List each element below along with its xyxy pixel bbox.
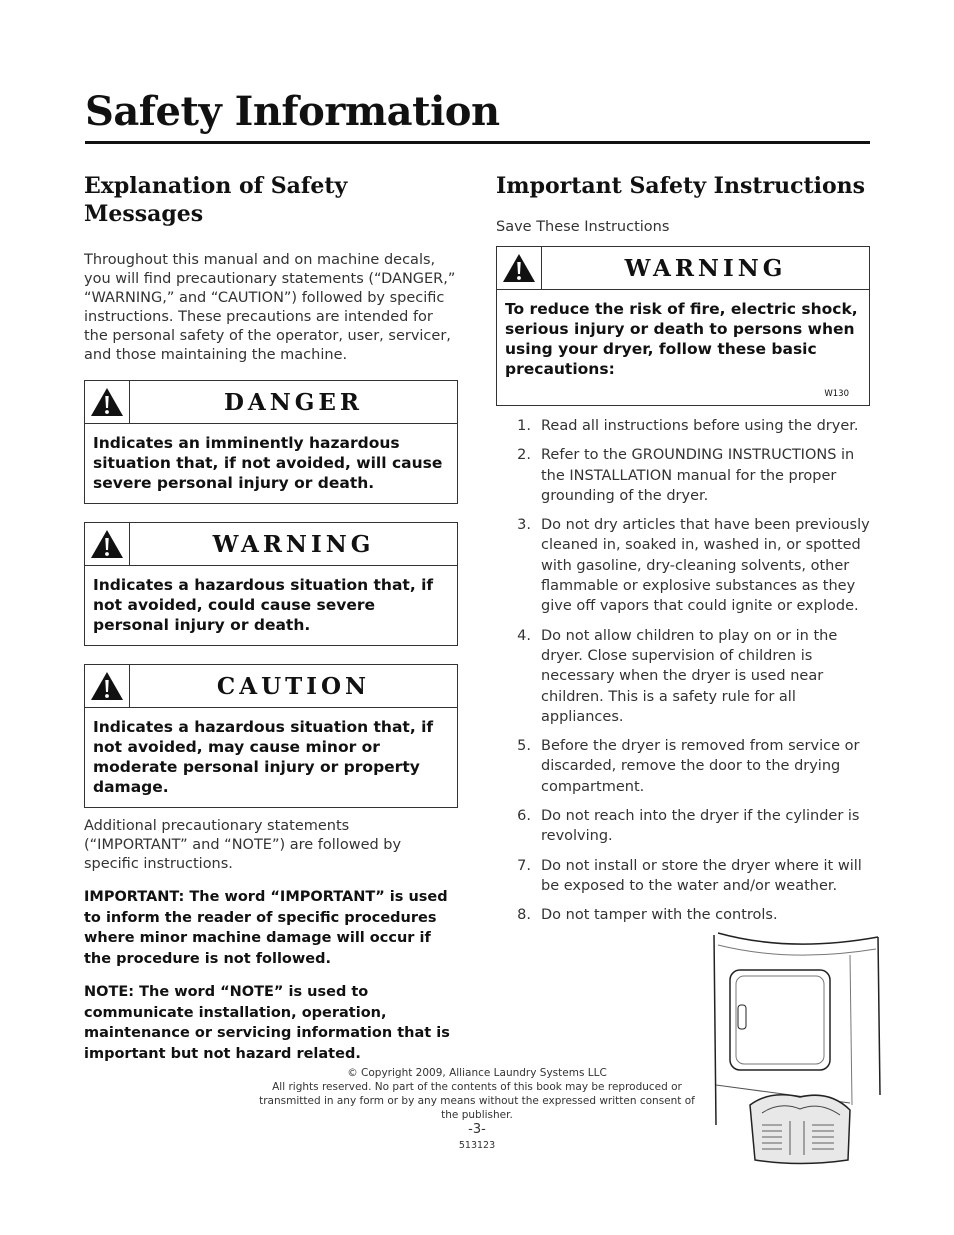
danger-signal-word: DANGER (223, 388, 364, 416)
rights-statement: All rights reserved. No part of the contents of this book may be reproduced or transmitted in any form or by any means without the expressed written consent of the publisher. (259, 1081, 695, 1121)
caution-text: Indicates a hazardous situation that, if not avoided, may cause minor or moderate personal injury or property damage. (93, 718, 434, 796)
main-warning-box (496, 246, 870, 406)
warning-triangle-icon (85, 381, 130, 423)
left-column (84, 172, 458, 1064)
document-number: 513123 (458, 1140, 496, 1151)
danger-box (84, 380, 458, 504)
warning-text: Indicates a hazardous situation that, if not avoided, could cause severe personal injury or death. (93, 576, 434, 634)
right-column (496, 172, 870, 935)
danger-text: Indicates an imminently hazardous situation that, if not avoided, will cause severe personal injury or death. (93, 434, 443, 492)
caution-signal-word: CAUTION (216, 672, 371, 700)
save-instructions-subheading: Save These Instructions (496, 219, 670, 235)
list-item: 4. Do not allow children to play on or in the dryer. Close supervision of children is necessary when the dryer is used near children. This is a safety rule for all appliances. (517, 627, 838, 725)
list-item: 1. Read all instructions before using the dryer. (517, 418, 859, 434)
title-divider (85, 141, 870, 144)
list-item: 6. Do not reach into the dryer if the cylinder is revolving. (517, 808, 860, 845)
copyright-line: © Copyright 2009, Alliance Laundry Systems LLC (347, 1067, 607, 1079)
danger-header (85, 381, 457, 424)
caution-header (85, 665, 457, 708)
intro-paragraph: Throughout this manual and on machine decals, you will find precautionary statements (“DANGER,” “WARNING,” and “CAUTION”) followed by specific instructions. These precautions are intended for the personal safety of the operator, user, servicer, and those maintaining the machine. (84, 252, 456, 363)
warning-triangle-icon (85, 665, 130, 707)
page-title: Safety Information (85, 88, 500, 135)
warning-triangle-icon (497, 247, 542, 289)
list-item: 8. Do not tamper with the controls. (517, 907, 778, 924)
list-item: 2. Refer to the GROUNDING INSTRUCTIONS in the INSTALLATION manual for the proper grounding of the dryer. (517, 447, 855, 504)
instructions-list (496, 416, 870, 926)
dryer-illustration (700, 925, 885, 1165)
instructions-heading: Important Safety Instructions (496, 173, 866, 199)
main-warning-header (497, 247, 869, 290)
list-item: 3. Do not dry articles that have been previously cleaned in, soaked in, washed in, or spotted with gasoline, dry-cleaning solvents, other flammable or explosive substances as they give off vapors that could ignite or explode. (517, 517, 870, 615)
warning-code: W130 (824, 389, 849, 399)
page-number: -3- (468, 1122, 486, 1137)
warning-box (84, 522, 458, 646)
main-warning-body: To reduce the risk of fire, electric shock, serious injury or death to persons when using your dryer, follow these basic precautions: (505, 300, 858, 378)
list-item: 7. Do not install or store the dryer where it will be exposed to the water and/or weather. (517, 857, 862, 894)
warning-signal-word: WARNING (212, 530, 375, 558)
explanation-heading: Explanation of Safety Messages (84, 173, 348, 227)
note-definition: NOTE: The word “NOTE” is used to communicate installation, operation, maintenance or servicing information that is important but not hazard related. (84, 984, 450, 1062)
list-item: 5. Before the dryer is removed from service or discarded, remove the door to the drying compartment. (517, 738, 860, 795)
warning-header (85, 523, 457, 566)
page-footer (240, 1066, 714, 1153)
warning-triangle-icon (85, 523, 130, 565)
main-warning-text (497, 290, 869, 405)
main-warning-signal-word: WARNING (624, 254, 787, 282)
additional-statements: Additional precautionary statements (“IMPORTANT” and “NOTE”) are followed by specific instructions. (84, 818, 402, 872)
caution-box (84, 664, 458, 808)
important-note: IMPORTANT: The word “IMPORTANT” is used to inform the reader of specific procedures where minor machine damage will occur if the procedure is not followed. (84, 889, 448, 967)
